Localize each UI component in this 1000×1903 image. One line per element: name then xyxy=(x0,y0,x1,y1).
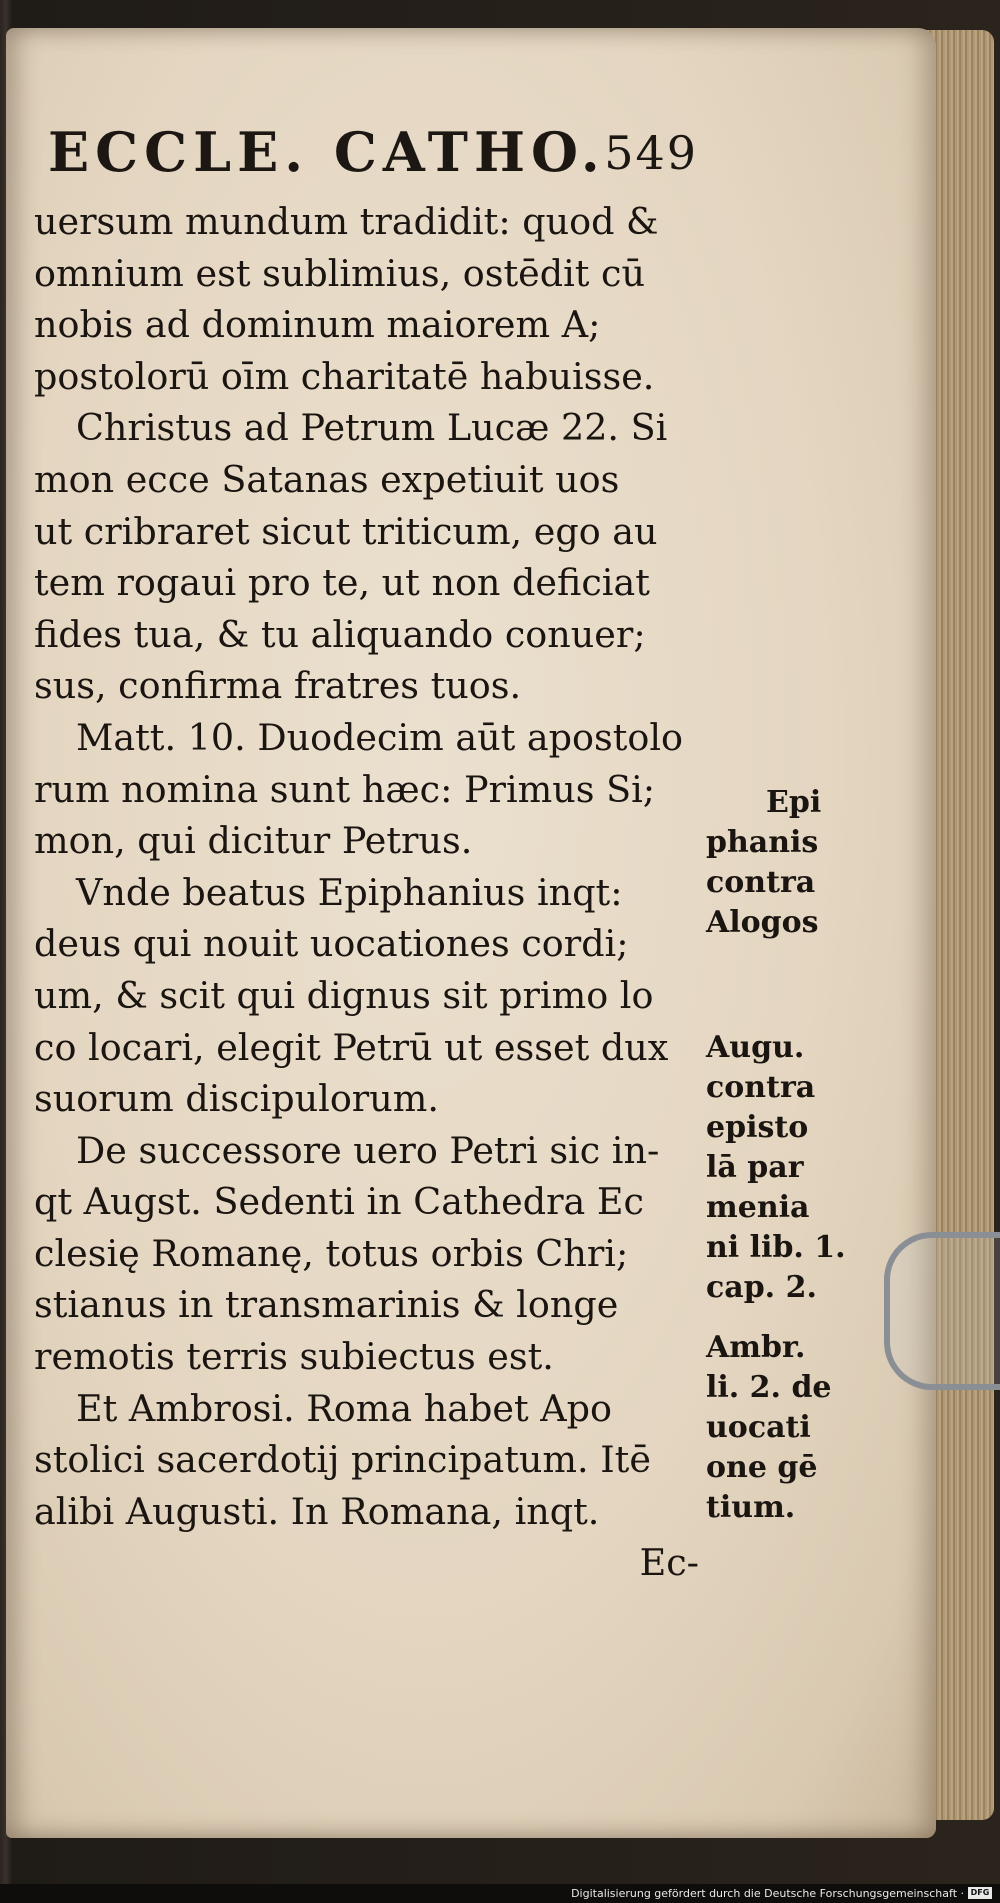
text-line: Christus ad Petrum Lucæ 22. Si xyxy=(76,406,668,450)
margin-line: Alogos xyxy=(706,905,819,940)
text-line: uersum mundum tradidit: quod & xyxy=(34,200,659,243)
text-line: clesię Romanę, totus orbis Chri; xyxy=(34,1231,629,1275)
text-line: Et Ambrosi. Roma habet Apo xyxy=(76,1386,612,1430)
footer-credit: Digitalisierung gefördert durch die Deutsche Forschungsgemeinschaft · xyxy=(571,1887,964,1900)
margin-line: lā par xyxy=(706,1150,804,1185)
dfg-logo: DFG xyxy=(968,1887,992,1899)
text-line: suorum discipulorum. xyxy=(34,1077,439,1121)
margin-line: menia xyxy=(706,1190,810,1225)
text-line: sus, confirma fratres tuos. xyxy=(34,664,522,708)
text-line: nobis ad dominum maiorem A; xyxy=(34,303,601,347)
text-line: Vnde beatus Epiphanius inqt: xyxy=(76,870,623,914)
margin-line: contra xyxy=(706,1070,816,1105)
margin-line: Ambr. xyxy=(706,1330,806,1365)
margin-line: contra xyxy=(706,865,816,900)
margin-line: one gē xyxy=(706,1450,818,1485)
margin-note-epiphanius xyxy=(706,783,856,943)
page-clip xyxy=(884,1232,1000,1390)
text-line: omnium est sublimius, ostēdit cū xyxy=(34,251,646,295)
text-line: remotis terris subiectus est. xyxy=(34,1335,554,1379)
text-line: ut cribraret sicut triticum, ego au xyxy=(34,509,658,553)
margin-line: tium. xyxy=(706,1490,796,1525)
text-line: Matt. 10. Duodecim aūt apostolo xyxy=(76,715,684,759)
text-line: qt Augst. Sedenti in Cathedra Ec xyxy=(34,1180,645,1224)
digitization-footer xyxy=(0,1884,1000,1903)
running-title: ECCLE. CATHO. xyxy=(48,120,606,184)
main-text-block xyxy=(34,196,699,1589)
text-line: mon, qui dicitur Petrus. xyxy=(34,819,473,863)
text-line: um, & scit qui dignus sit primo lo xyxy=(34,973,654,1017)
text-line: rum nomina sunt hæc: Primus Si; xyxy=(34,767,656,811)
margin-note-augustine xyxy=(706,1028,856,1308)
text-line: postolorū oīm charitatē habuisse. xyxy=(34,354,655,398)
text-line: deus qui nouit uocationes cordi; xyxy=(34,922,629,966)
text-line: tem rogaui pro te, ut non deficiat xyxy=(34,561,650,605)
text-line: mon ecce Satanas expetiuit uos xyxy=(34,457,620,501)
margin-line: ni lib. 1. xyxy=(706,1230,846,1265)
margin-line: episto xyxy=(706,1110,809,1145)
text-line: fides tua, & tu aliquando conuer; xyxy=(34,612,646,656)
margin-line: uocati xyxy=(706,1410,811,1445)
page-number: 549 xyxy=(604,126,698,180)
book-page-edges xyxy=(926,30,994,1820)
text-line: De successore uero Petri sic in- xyxy=(76,1128,660,1172)
text-line: co locari, elegit Petrū ut esset dux xyxy=(34,1025,669,1069)
text-line: stianus in transmarinis & longe xyxy=(34,1283,619,1327)
margin-line: li. 2. de xyxy=(706,1370,832,1405)
margin-line: Epi xyxy=(766,785,822,820)
text-line: stolici sacerdotij principatum. Itē xyxy=(34,1438,651,1482)
margin-note-ambrose xyxy=(706,1328,856,1528)
margin-line: phanis xyxy=(706,825,819,860)
margin-line: Augu. xyxy=(706,1030,805,1065)
running-header xyxy=(48,120,698,184)
margin-line: cap. 2. xyxy=(706,1270,817,1305)
text-line: alibi Augusti. In Romana, inqt. xyxy=(34,1489,600,1533)
catchword: Ec- xyxy=(639,1541,699,1585)
book-page xyxy=(6,28,936,1838)
